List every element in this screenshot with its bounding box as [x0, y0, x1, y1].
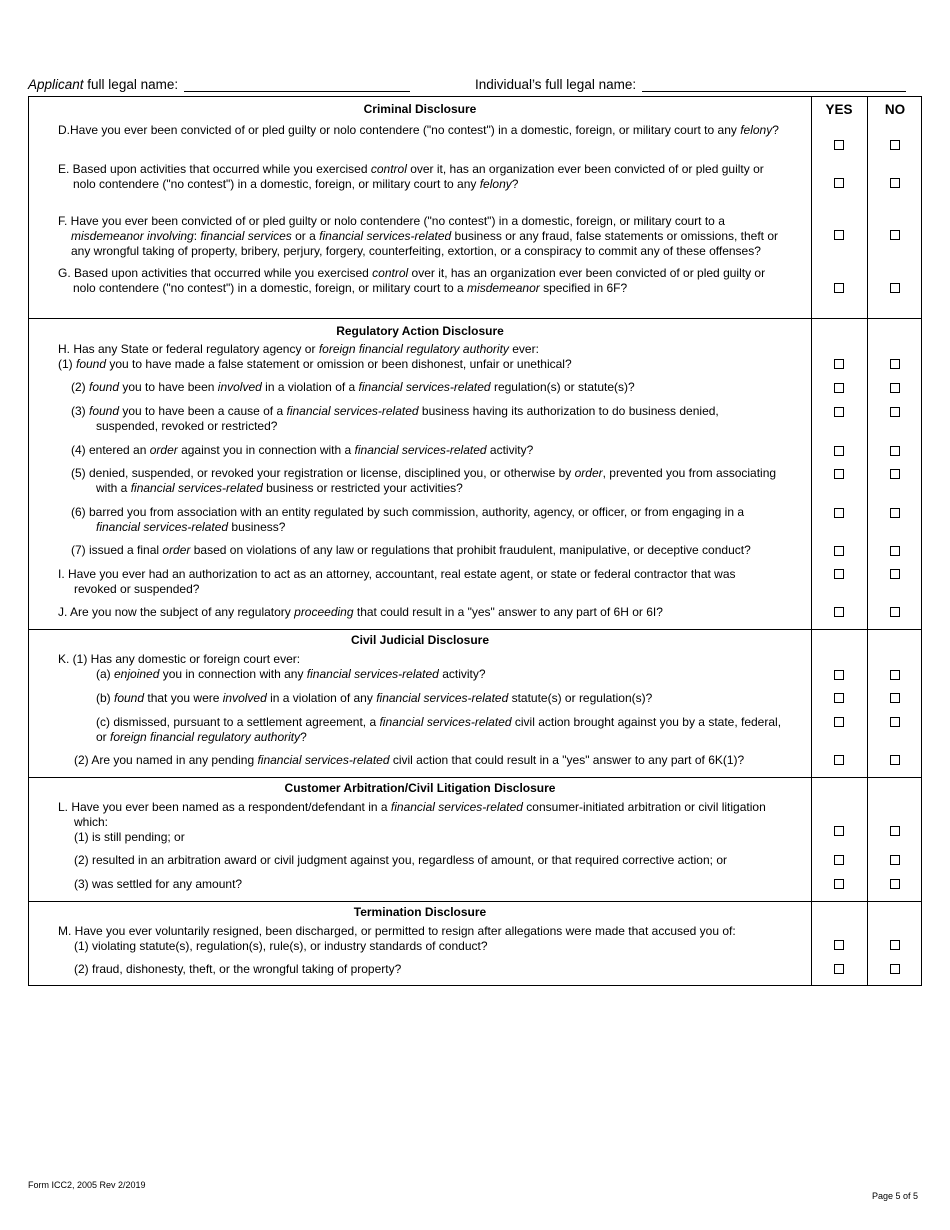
form-id: Form ICC2, 2005 Rev 2/2019: [28, 1180, 146, 1190]
6f-yes-checkbox[interactable]: [834, 230, 844, 240]
question-6k1a: (a) enjoined you in connection with any financial services-related activity?: [96, 667, 486, 681]
individual-label-text: Individual’s full legal name:: [475, 77, 637, 92]
6d-yes-checkbox[interactable]: [834, 140, 844, 150]
question-6g: G. Based upon activities that occurred while you exercised control over it, has an organization ever been convicted of or pled guilty or nolo contendere ("no contest") in a domestic, foreign, or military court to a misdemeanor specified in 6F?: [58, 266, 766, 295]
question-6h3: (3) found you to have been a cause of a financial services-related business having its authorization to do business denied, suspended, revoked or restricted?: [71, 404, 719, 433]
section-title-regulatory: Regulatory Action Disclosure: [336, 324, 504, 338]
6j-no-checkbox[interactable]: [890, 607, 900, 617]
6g-yes-checkbox[interactable]: [834, 283, 844, 293]
question-6k1b: (b) found that you were involved in a violation of any financial services-related statute(s) or regulation(s)?: [96, 691, 653, 705]
question-6h6: (6) barred you from association with an entity regulated by such commission, authority, agency, or officer, or from engaging in a financial services-related business?: [71, 505, 745, 534]
section-divider: [29, 901, 921, 902]
individual-name-label: [475, 76, 906, 92]
6k2-no-checkbox[interactable]: [890, 755, 900, 765]
6l2-no-checkbox[interactable]: [890, 855, 900, 865]
question-6f: F. Have you ever been convicted of or pled guilty or nolo contendere ("no contest") in a domestic, foreign, or military court to a misdemeanor involving: financial services or a financial services-related business or any fraud, false statements or omissions, theft or any wrongful taking of property, bribery, perjury, forgery, counterfeiting, extortion, or a conspiracy to commit any of these offenses?: [58, 214, 779, 258]
section-title-criminal: Criminal Disclosure: [363, 102, 477, 116]
6k1b-yes-checkbox[interactable]: [834, 693, 844, 703]
yes-column-header: YES: [825, 102, 853, 117]
question-6k2: (2) Are you named in any pending financial services-related civil action that could result in a "yes" answer to any part of 6K(1)?: [74, 753, 745, 767]
6h1-no-checkbox[interactable]: [890, 359, 900, 369]
6l1-yes-checkbox[interactable]: [834, 826, 844, 836]
6h4-no-checkbox[interactable]: [890, 446, 900, 456]
6l1-no-checkbox[interactable]: [890, 826, 900, 836]
section-divider: [29, 777, 921, 778]
6m1-yes-checkbox[interactable]: [834, 940, 844, 950]
6f-no-checkbox[interactable]: [890, 230, 900, 240]
section-title-arbitration: Customer Arbitration/Civil Litigation Disclosure: [284, 781, 556, 795]
6k1b-no-checkbox[interactable]: [890, 693, 900, 703]
6k1c-no-checkbox[interactable]: [890, 717, 900, 727]
section-title-termination: Termination Disclosure: [353, 905, 487, 919]
6d-no-checkbox[interactable]: [890, 140, 900, 150]
question-6h: H. Has any State or federal regulatory agency or foreign financial regulatory authority ever: (1) found you to have made a false statement or omission or been dishonest, unfair or unethical?: [58, 342, 572, 371]
6e-no-checkbox[interactable]: [890, 178, 900, 188]
6h2-yes-checkbox[interactable]: [834, 383, 844, 393]
6l3-no-checkbox[interactable]: [890, 879, 900, 889]
6h4-yes-checkbox[interactable]: [834, 446, 844, 456]
6l2-yes-checkbox[interactable]: [834, 855, 844, 865]
6l3-yes-checkbox[interactable]: [834, 879, 844, 889]
question-6k1: K. (1) Has any domestic or foreign court ever:: [58, 652, 301, 666]
question-6h2: (2) found you to have been involved in a violation of a financial services-related regulation(s) or statute(s)?: [71, 380, 635, 394]
6h5-yes-checkbox[interactable]: [834, 469, 844, 479]
6k1a-no-checkbox[interactable]: [890, 670, 900, 680]
6k2-yes-checkbox[interactable]: [834, 755, 844, 765]
6h6-yes-checkbox[interactable]: [834, 508, 844, 518]
applicant-name-label: [28, 76, 410, 92]
question-6l3: (3) was settled for any amount?: [74, 877, 243, 891]
disclosure-table: [28, 96, 922, 986]
section-divider: [29, 629, 921, 630]
6h5-no-checkbox[interactable]: [890, 469, 900, 479]
6h7-yes-checkbox[interactable]: [834, 546, 844, 556]
section-divider: [29, 318, 921, 319]
question-6h7: (7) issued a final order based on violations of any law or regulations that prohibit fraudulent, manipulative, or deceptive conduct?: [71, 543, 751, 557]
6h3-no-checkbox[interactable]: [890, 407, 900, 417]
6k1c-yes-checkbox[interactable]: [834, 717, 844, 727]
question-6l: L. Have you ever been named as a respondent/defendant in a financial services-related consumer-initiated arbitration or civil litigation which: (1) is still pending; or: [58, 800, 766, 844]
question-6m2: (2) fraud, dishonesty, theft, or the wrongful taking of property?: [74, 962, 402, 976]
6i-no-checkbox[interactable]: [890, 569, 900, 579]
question-6j: J. Are you now the subject of any regulatory proceeding that could result in a "yes" answer to any part of 6H or 6I?: [58, 605, 663, 619]
6h7-no-checkbox[interactable]: [890, 546, 900, 556]
applicant-label-italic: Applicant: [28, 77, 84, 92]
6h3-yes-checkbox[interactable]: [834, 407, 844, 417]
no-column-divider: [867, 97, 868, 985]
6h6-no-checkbox[interactable]: [890, 508, 900, 518]
6g-no-checkbox[interactable]: [890, 283, 900, 293]
applicant-label-rest: full legal name:: [83, 77, 179, 92]
6e-yes-checkbox[interactable]: [834, 178, 844, 188]
question-6h4: (4) entered an order against you in connection with a financial services-related activity?: [71, 443, 534, 457]
6h1-yes-checkbox[interactable]: [834, 359, 844, 369]
question-6e: E. Based upon activities that occurred while you exercised control over it, has an organization ever been convicted of or pled guilty or nolo contendere ("no contest") in a domestic, foreign, or military court to any felony?: [58, 162, 764, 191]
yes-column-divider: [811, 97, 812, 985]
6i-yes-checkbox[interactable]: [834, 569, 844, 579]
question-6k1c: (c) dismissed, pursuant to a settlement agreement, a financial services-related civil action brought against you by a state, federal, or foreign financial regulatory authority?: [96, 715, 782, 744]
applicant-name-field[interactable]: [184, 76, 410, 92]
6j-yes-checkbox[interactable]: [834, 607, 844, 617]
section-title-civil: Civil Judicial Disclosure: [350, 633, 490, 647]
6h2-no-checkbox[interactable]: [890, 383, 900, 393]
6k1a-yes-checkbox[interactable]: [834, 670, 844, 680]
question-6i: I. Have you ever had an authorization to act as an attorney, accountant, real estate agent, or state or federal contractor that was revoked or suspended?: [58, 567, 736, 596]
page-number: Page 5 of 5: [871, 1191, 918, 1201]
question-6l2: (2) resulted in an arbitration award or civil judgment against you, regardless of amount, or that required corrective action; or: [74, 853, 727, 867]
6m2-yes-checkbox[interactable]: [834, 964, 844, 974]
6m2-no-checkbox[interactable]: [890, 964, 900, 974]
question-6m: M. Have you ever voluntarily resigned, been discharged, or permitted to resign after allegations were made that accused you of: (1) violating statute(s), regulation(s), rule(s), or industry standards of conduct?: [58, 924, 736, 953]
question-6d: D.Have you ever been convicted of or pled guilty or nolo contendere ("no contest") in a domestic, foreign, or military court to any felony?: [58, 123, 779, 137]
individual-name-field[interactable]: [642, 76, 906, 92]
no-column-header: NO: [884, 102, 906, 117]
6m1-no-checkbox[interactable]: [890, 940, 900, 950]
question-6h5: (5) denied, suspended, or revoked your registration or license, disciplined you, or otherwise by order, prevented you from associating with a financial services-related business or restricted your activities?: [71, 466, 777, 495]
